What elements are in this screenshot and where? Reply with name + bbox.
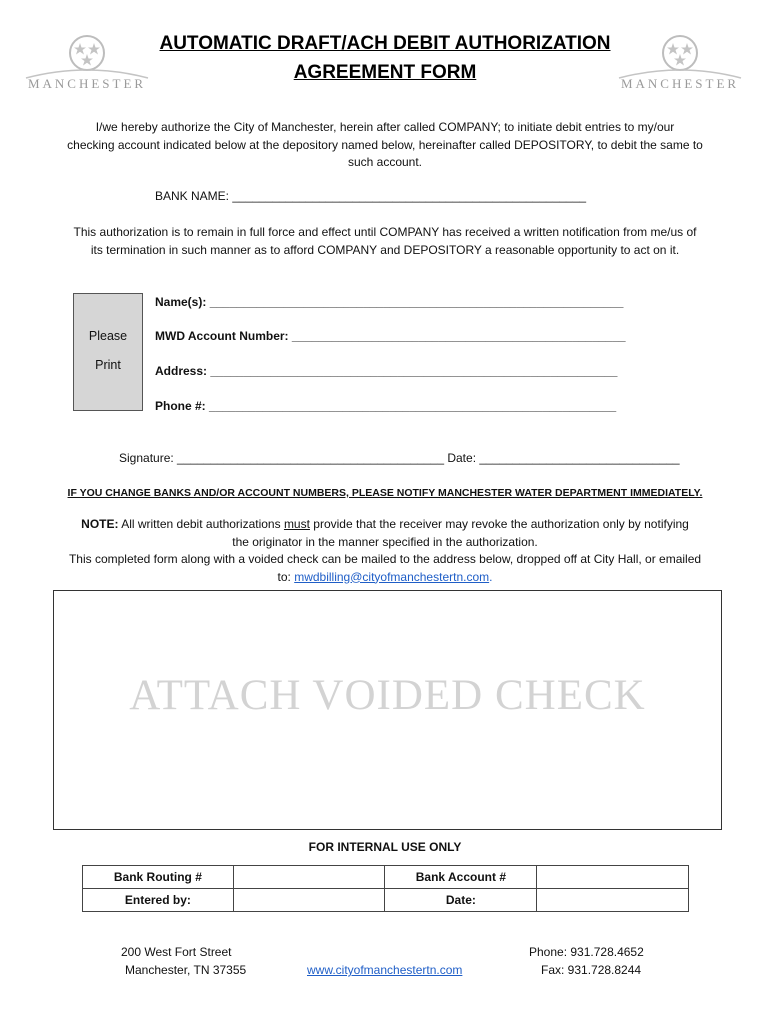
authorization-line-1: This authorization is to remain in full force and effect until COMPANY has received a written notification from me/us of	[73, 225, 697, 239]
bank-routing-value-cell[interactable]	[233, 866, 385, 889]
billing-email-link[interactable]: mwdbilling@cityofmanchestertn.com	[294, 569, 490, 584]
please-print-box	[73, 293, 143, 411]
phone-label: Phone #:	[155, 399, 206, 413]
note-line-2: the originator in the manner specified in the authorization.	[232, 534, 538, 549]
names-field	[155, 295, 623, 309]
logo-wordmark: MANCHESTER	[620, 76, 740, 91]
bank-routing-label: Bank Routing #	[83, 866, 234, 889]
internal-date-label: Date:	[385, 889, 537, 912]
note-label: NOTE:	[81, 517, 119, 531]
authorization-line-2: its termination in such manner as to afford COMPANY and DEPOSITORY a reasonable opportunity to act on it.	[90, 242, 680, 257]
entered-by-label: Entered by:	[83, 889, 234, 912]
mail-period: .	[489, 569, 493, 584]
bank-name-label: BANK NAME:	[155, 189, 230, 203]
date-label: Date:	[447, 451, 477, 465]
date-line[interactable]: ______________________________	[479, 451, 680, 465]
entered-by-value-cell[interactable]	[233, 889, 385, 912]
change-bank-notice: IF YOU CHANGE BANKS AND/OR ACCOUNT NUMBERS, PLEASE NOTIFY MANCHESTER WATER DEPARTMENT IMMEDIATELY.	[67, 487, 703, 499]
voided-check-attachment-box	[53, 590, 722, 830]
footer-city: Manchester, TN 37355	[125, 963, 247, 977]
note-text-pre: All written debit authorizations	[118, 517, 284, 531]
signature-line[interactable]: ________________________________________	[177, 451, 444, 465]
please-print-line-1: Please	[88, 329, 128, 343]
please-print-line-2: Print	[95, 358, 121, 372]
bank-account-value-cell[interactable]	[537, 866, 689, 889]
account-number-label: MWD Account Number:	[155, 329, 289, 343]
intro-paragraph	[40, 119, 730, 172]
form-title-line1: AUTOMATIC DRAFT/ACH DEBIT AUTHORIZATION	[159, 33, 611, 54]
internal-date-value-cell[interactable]	[537, 889, 689, 912]
internal-use-table	[82, 865, 689, 912]
table-row	[83, 889, 689, 912]
address-field	[155, 364, 617, 378]
note-must: must	[283, 517, 310, 531]
form-title-line2: AGREEMENT FORM	[293, 62, 477, 83]
footer-street: 200 West Fort Street	[121, 945, 232, 959]
signature-field	[119, 451, 680, 465]
names-label: Name(s):	[155, 295, 207, 309]
names-line[interactable]: ______________________________________________________________	[209, 295, 624, 309]
internal-use-heading: FOR INTERNAL USE ONLY	[308, 840, 462, 854]
authorization-paragraph	[40, 224, 730, 259]
bank-name-field	[155, 189, 586, 203]
note-text-post: provide that the receiver may revoke the authorization only by notifying	[309, 517, 689, 531]
mail-to: to:	[277, 569, 291, 584]
attach-voided-check-text: ATTACH VOIDED CHECK	[129, 672, 646, 719]
logo-wordmark: MANCHESTER	[27, 76, 147, 91]
bank-account-label: Bank Account #	[385, 866, 537, 889]
intro-line-3: such account.	[347, 155, 423, 169]
note-paragraph	[30, 516, 740, 586]
footer-phone: Phone: 931.728.4652	[529, 945, 644, 959]
address-label: Address:	[155, 364, 208, 378]
footer-fax: Fax: 931.728.8244	[541, 963, 642, 977]
table-row	[83, 866, 689, 889]
phone-line[interactable]: _____________________________________________________________	[209, 399, 617, 413]
account-number-line[interactable]: __________________________________________________	[291, 329, 626, 343]
footer-website-link[interactable]: www.cityofmanchestertn.com	[307, 963, 463, 977]
bank-name-line[interactable]: _____________________________________________________	[232, 189, 587, 203]
intro-line-1: I/we hereby authorize the City of Manchester, herein after called COMPANY; to initiate debit entries to my/our	[95, 120, 675, 134]
phone-field	[155, 399, 616, 413]
address-line[interactable]: _____________________________________________________________	[210, 364, 618, 378]
signature-label: Signature:	[119, 451, 174, 465]
account-number-field	[155, 329, 626, 343]
intro-line-2: checking account indicated below at the depository named below, hereinafter called DEPOSITORY, to debit the same to	[67, 137, 703, 152]
mail-line-1: This completed form along with a voided check can be mailed to the address below, dropped off at City Hall, or emailed	[68, 552, 702, 566]
